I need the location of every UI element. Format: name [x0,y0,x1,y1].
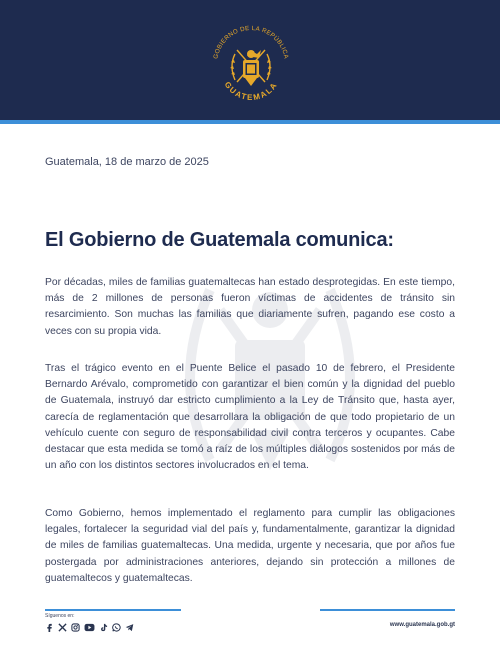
document-date: Guatemala, 18 de marzo de 2025 [45,156,209,168]
header-accent-stripe [0,120,500,124]
paragraph-1: Por décadas, miles de familias guatemaltecas han estado desprotegidas. En este tiempo, más de 2 millones de personas fueron víctimas de accidentes de tránsito sin resarcimiento. Son muchas las familias que diariamente sufren, pagando ese costo a veces con su propia vida. [45,277,455,337]
paragraph-2: Tras el trágico evento en el Puente Belice el pasado 10 de febrero, el Presidente Bernardo Arévalo, comprometido con garantizar el bien común y la dignidad del pueblo de Guatemala, instruyó dar estricto cumplimiento a la Ley de Tránsito que, hasta ayer, carecía de reglamentación que desarrollara la obligación de que todo propietario de un vehículo cuente con seguro de responsabilidad civil contra terceros y ocupantes. Cabe destacar que esta medida se tomó a raíz de los múltiples diálogos sostenidos por más de un año con los distintos sectores involucrados en el tema. [45,363,455,472]
website-url[interactable]: www.guatemala.gob.gt [389,622,455,628]
social-links [45,621,134,633]
government-seal [207,20,295,106]
document-title: El Gobierno de Guatemala comunica: [45,229,394,251]
coat-of-arms-icon [207,20,295,106]
facebook-icon[interactable] [45,623,54,632]
instagram-icon[interactable] [71,623,80,632]
x-icon[interactable] [58,623,67,632]
svg-text:GOBIERNO DE LA REPÚBLICA: GOBIERNO DE LA REPÚBLICA [212,24,290,60]
footer-divider-left [45,609,181,611]
paragraph-3: Como Gobierno, hemos implementado el reglamento para cumplir las obligaciones legales, fortalecer la seguridad vial del país y, fundamentalmente, garantizar la dignidad de miles de familias guatemaltecas. Una medida, urgente y necesaria, que por años fue postergada por administraciones anteriores, dejando sin protección a millones de guatemaltecos y guatemaltecas. [45,508,455,584]
telegram-icon[interactable] [125,623,134,632]
svg-text:GUATEMALA: GUATEMALA [222,80,280,103]
footer-divider-right [320,609,455,611]
follow-label: Síguenos en: [45,613,75,619]
header-banner [0,0,500,120]
youtube-icon[interactable] [84,623,95,632]
tiktok-icon[interactable] [99,623,108,632]
whatsapp-icon[interactable] [112,623,121,632]
